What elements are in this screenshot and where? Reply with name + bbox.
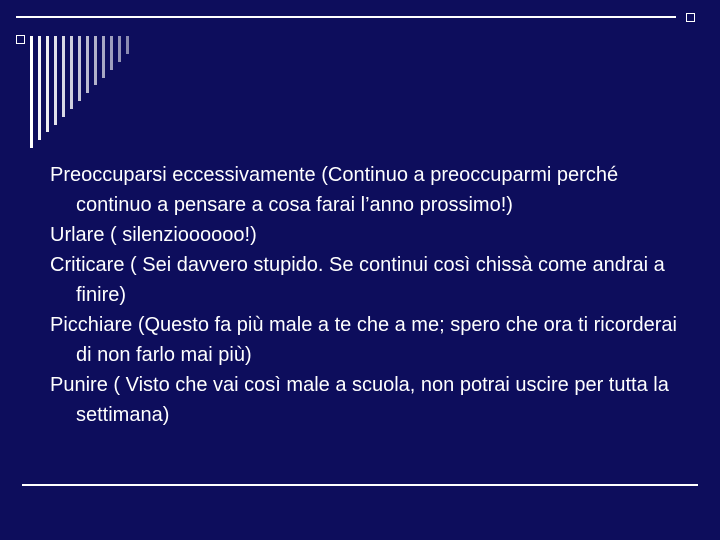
stripe bbox=[30, 36, 33, 148]
stripe bbox=[78, 36, 81, 101]
stripe bbox=[62, 36, 65, 117]
item-text: ( silenzioooooo!) bbox=[104, 224, 257, 246]
stripe bbox=[94, 36, 97, 85]
item-term: Punire bbox=[50, 374, 108, 396]
item-text: (Questo fa più male a te che a me; spero che ora ti ricorderai di non farlo mai più) bbox=[76, 314, 677, 366]
slide-body bbox=[50, 160, 690, 430]
item-text: (Continuo a preoccuparmi perché continuo a pensare a cosa farai l’anno prossimo!) bbox=[76, 164, 619, 216]
stripe bbox=[110, 36, 113, 70]
stripe bbox=[46, 36, 49, 132]
item-text: ( Visto che vai così male a scuola, non potrai uscire per tutta la settimana) bbox=[76, 374, 669, 426]
stripe bbox=[54, 36, 57, 125]
item-term: Picchiare bbox=[50, 314, 133, 336]
list-item bbox=[50, 310, 690, 370]
item-term: Preoccuparsi eccessivamente bbox=[50, 164, 316, 186]
list-item bbox=[50, 250, 690, 310]
stripe bbox=[86, 36, 89, 93]
stripe bbox=[102, 36, 105, 78]
stripe bbox=[118, 36, 121, 62]
stripe bbox=[70, 36, 73, 109]
item-text: ( Sei davvero stupido. Se continui così chissà come andrai a finire) bbox=[76, 254, 665, 306]
stripe bbox=[38, 36, 41, 140]
stripe bbox=[126, 36, 129, 54]
corner-square-decoration bbox=[16, 35, 25, 44]
top-rule bbox=[16, 16, 676, 18]
list-item bbox=[50, 220, 690, 250]
top-right-square-decoration bbox=[686, 13, 695, 22]
item-term: Criticare bbox=[50, 254, 125, 276]
list-item bbox=[50, 370, 690, 430]
item-term: Urlare bbox=[50, 224, 105, 246]
list-item bbox=[50, 160, 690, 220]
bottom-rule bbox=[22, 484, 698, 486]
